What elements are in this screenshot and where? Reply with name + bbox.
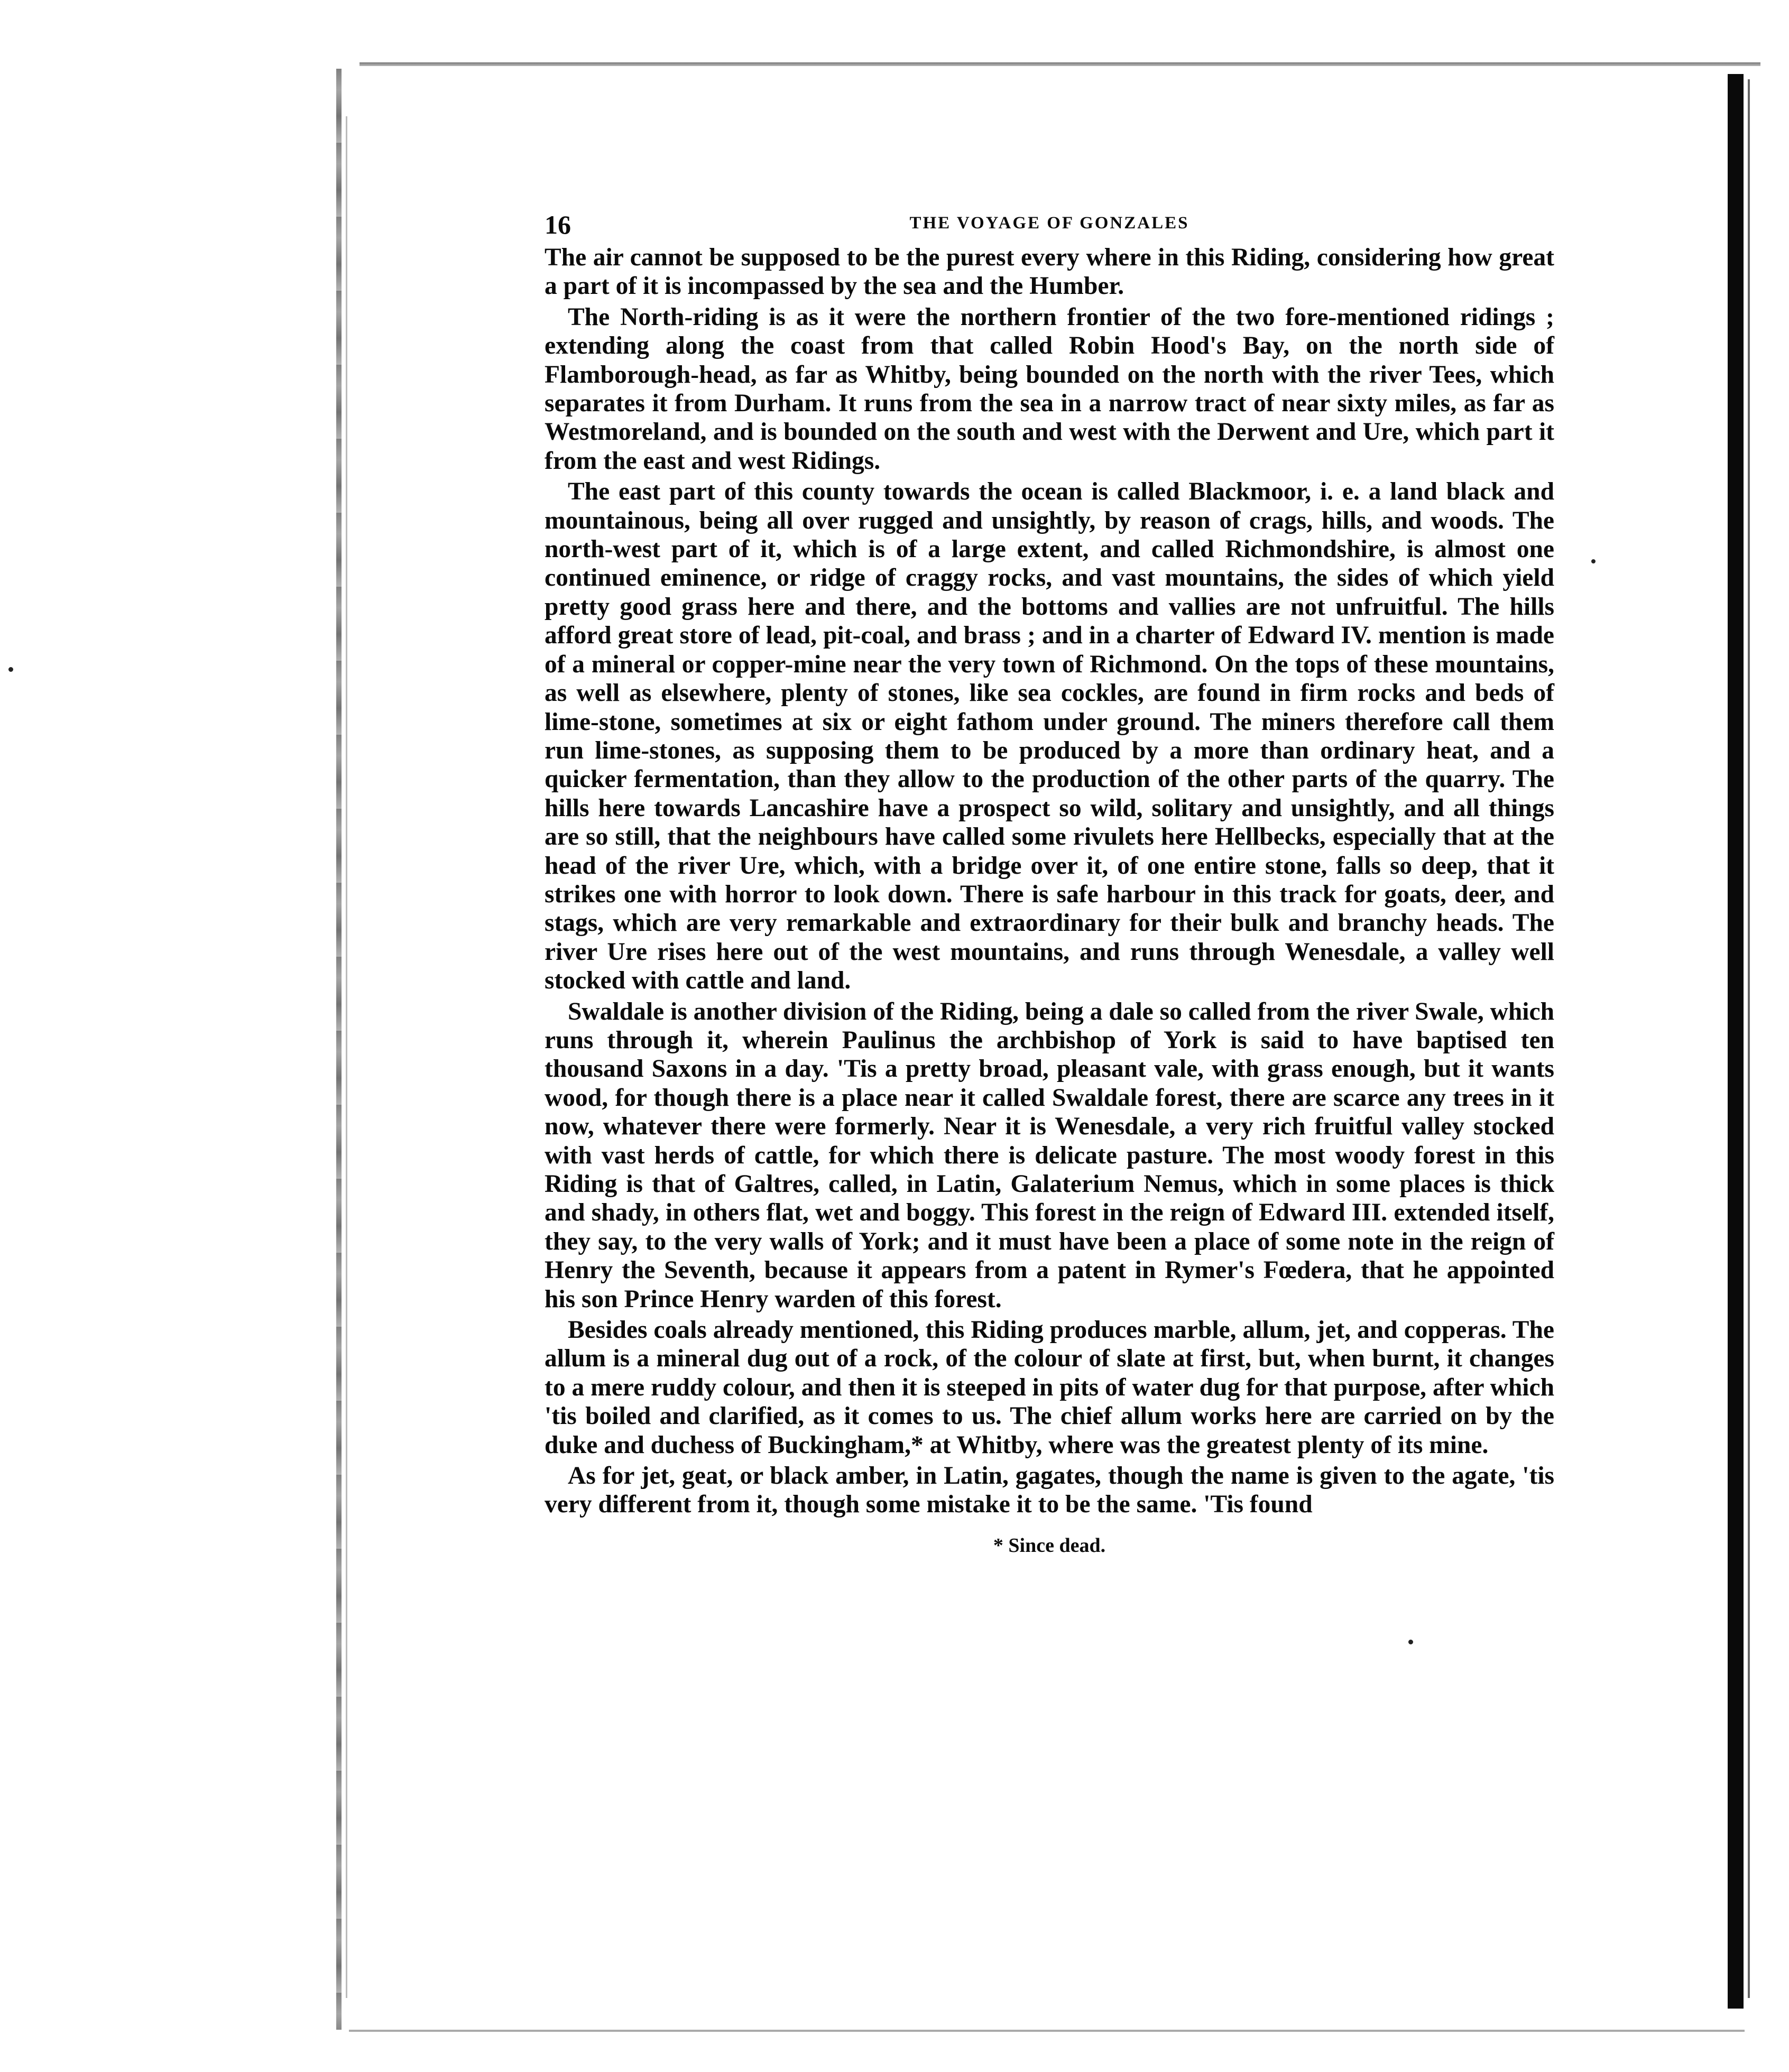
page-top-edge <box>359 62 1760 66</box>
book-page <box>545 206 1554 1557</box>
paragraph: The east part of this county towards the ocean is called Blackmoor, i. e. a land black and mountainous, being all over rugged and unsightly, by reason of crags, hills, and woods. The north-west part of it, which is of a large extent, and called Richmondshire, is almost one continued eminence, or ridge of craggy rocks, and vast mountains, the sides of which yield pretty good grass here and there, and the bottoms and vallies are not unfruitful. The hills afford great store of lead, pit-coal, and brass ; and in a charter of Edward IV. mention is made of a mineral or copper-mine near the very town of Richmond. On the tops of these mountains, as well as elsewhere, plenty of stones, like sea cockles, are found in firm rocks and beds of lime-stone, sometimes at six or eight fathom under ground. The miners therefore call them run lime-stones, as supposing them to be produced by a more than ordinary heat, and a quicker fermentation, than they allow to the production of the other parts of the quarry. The hills here towards Lancashire have a prospect so wild, solitary and unsightly, and all things are so still, that the neighbours have called some rivulets here Hellbecks, especially that at the head of the river Ure, which, with a bridge over it, of one entire stone, falls so deep, that it strikes one with horror to look down. There is safe harbour in this track for goats, deer, and stags, which are very remarkable and extraordinary for their bulk and branchy heads. The river Ure rises here out of the west mountains, and runs through Wenesdale, a valley well stocked with cattle and land. <box>545 478 1554 995</box>
paragraph: Besides coals already mentioned, this Riding produces marble, allum, jet, and copperas. The allum is a mineral dug out of a rock, of the colour of slate at first, but, when burnt, it changes to a mere ruddy colour, and then it is steeped in pits of water dug for that purpose, after which 'tis boiled and clarified, as it comes to us. The chief allum works here are carried on by the duke and duchess of Buckingham,* at Whitby, where was the greatest plenty of its mine. <box>545 1316 1554 1459</box>
page-right-edge-line <box>1748 79 1750 1998</box>
paragraph: Swaldale is another division of the Riding, being a dale so called from the river Swale, which runs through it, wherein Paulinus the archbishop of York is said to have baptised ten thousand Saxons in a day. 'Tis a pretty broad, pleasant vale, with grass enough, but it wants wood, for though there is a place near it called Swaldale forest, there are scarce any trees in it now, whatever there were formerly. Near it is Wenesdale, a very rich fruitful valley stocked with vast herds of cattle, for which there is delicate pasture. The most woody forest in this Riding is that of Galtres, called, in Latin, Galaterium Nemus, which in some places is thick and shady, in others flat, wet and boggy. This forest in the reign of Edward III. extended itself, they say, to the very walls of York; and it must have been a place of some note in the reign of Henry the Seventh, because it appears from a patent in Rymer's Fœdera, that he appointed his son Prince Henry warden of this forest. <box>545 997 1554 1313</box>
page-left-binding-edge <box>336 69 342 2030</box>
footnote: * Since dead. <box>993 1534 1106 1557</box>
scan-speck <box>8 667 13 672</box>
paragraph: The air cannot be supposed to be the purest every where in this Riding, considering how great a part of it is incompassed by the sea and the Humber. <box>545 244 1554 300</box>
running-head: THE VOYAGE OF GONZALES <box>909 214 1189 233</box>
paragraph: As for jet, geat, or black amber, in Latin, gagates, though the name is given to the agate, 'tis very different from it, though some mistake it to be the same. 'Tis found <box>545 1462 1554 1519</box>
page-bottom-edge <box>349 2030 1745 2032</box>
page-number: 16 <box>545 210 571 239</box>
scan-speck <box>1591 559 1596 563</box>
paragraph: The North-riding is as it were the northern frontier of the two fore-mentioned ridings ; extending along the coast from that called Robin Hood's Bay, on the north side of Flamborough-head, as far as Whitby, being bounded on the north with the river Tees, which separates it from Durham. It runs from the sea in a narrow tract of near sixty miles, as far as Westmoreland, and is bounded on the south and west with the Derwent and Ure, which part it from the east and west Ridings. <box>545 303 1554 475</box>
page-right-border-bar <box>1728 74 1744 2009</box>
page-left-shadow-line <box>346 116 347 1998</box>
page-header <box>545 206 1554 243</box>
body-text <box>545 243 1554 1519</box>
scan-speck <box>1408 1640 1413 1644</box>
